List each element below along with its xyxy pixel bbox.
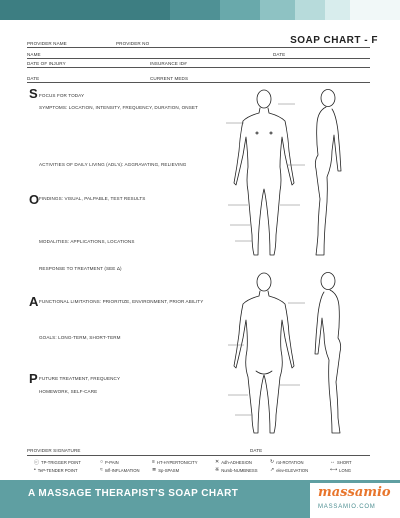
response-label: RESPONSE TO TREATMENT (SEE Δ) bbox=[39, 266, 122, 271]
signature-date-label: DATE bbox=[250, 448, 263, 453]
name-label: NAME bbox=[27, 52, 41, 57]
legend-item bbox=[100, 459, 119, 465]
date2-label: DATE bbox=[27, 76, 40, 81]
footer-banner bbox=[0, 480, 400, 518]
provider-name-label: PROVIDER NAME bbox=[27, 41, 67, 46]
body-diagram bbox=[200, 85, 380, 435]
section-s-letter: S bbox=[29, 86, 38, 101]
focus-label: FOCUS FOR TODAY bbox=[39, 93, 85, 98]
section-a-letter: A bbox=[29, 294, 39, 309]
tender-point-icon: • bbox=[34, 467, 36, 473]
brand-site: MASSAMIO.COM bbox=[318, 504, 376, 510]
back-side-body-figure bbox=[315, 273, 341, 434]
top-bar-segment bbox=[325, 0, 350, 20]
legend-item bbox=[34, 459, 81, 466]
legend-label: Numb-NUMBNESS bbox=[221, 467, 258, 473]
numbness-icon: ※ bbox=[215, 467, 220, 473]
legend-item bbox=[215, 467, 258, 473]
symptoms-label: SYMPTOMS: LOCATION, INTENSITY, FREQUENCY, DURATION, ONSET bbox=[39, 105, 198, 110]
current-meds-label: CURRENT MEDS bbox=[150, 76, 189, 81]
date-label: DATE bbox=[273, 52, 286, 57]
side-body-figure bbox=[315, 90, 341, 256]
legend-label: Adh-ADHESION bbox=[221, 459, 252, 465]
top-bar-segment bbox=[220, 0, 260, 20]
legend-label: Infl-INFLAMATION bbox=[104, 467, 140, 473]
legend-label: P-PAIN bbox=[105, 459, 119, 465]
provider-no-label: PROVIDER NO bbox=[116, 41, 150, 46]
meds-line[interactable] bbox=[27, 82, 370, 83]
legend-item bbox=[100, 467, 140, 473]
legend-item bbox=[152, 459, 197, 465]
signature-line[interactable] bbox=[27, 455, 370, 456]
legend-label: LONG bbox=[339, 467, 352, 473]
name-line[interactable] bbox=[27, 58, 370, 59]
front-body-figure bbox=[234, 90, 294, 255]
future-label: FUTURE TREATMENT, FREQUENCY bbox=[39, 376, 121, 381]
spasm-icon: ≣ bbox=[152, 467, 157, 473]
legend-label: TP-TRIGGER POINT bbox=[41, 460, 81, 465]
top-bar-segment bbox=[170, 0, 220, 20]
functional-label: FUNCTIONAL LIMITATIONS: PRIORITIZE, ENVIRONMENT, PRIOR ABILITY bbox=[39, 299, 204, 304]
injury-line[interactable] bbox=[27, 67, 370, 68]
rotation-icon: ↻ bbox=[270, 459, 275, 465]
legend-item bbox=[34, 467, 78, 473]
top-bar-segment bbox=[350, 0, 400, 20]
legend-label: TeP-TENDER POINT bbox=[37, 467, 78, 473]
legend-item bbox=[215, 459, 252, 465]
legend-label: SHORT bbox=[337, 459, 352, 465]
top-bar-segment bbox=[260, 0, 295, 20]
brand-name: massamio bbox=[318, 485, 391, 500]
hypertonicity-icon: ≡ bbox=[152, 459, 155, 465]
legend-item bbox=[152, 467, 179, 473]
footer-title: A MASSAGE THERAPIST'S SOAP CHART bbox=[28, 488, 239, 499]
legend-label: rot-ROTATION bbox=[276, 459, 304, 465]
adl-label: ACTIVITIES OF DAILY LIVING (ADL's): AGGRAVATING, RELIEVING bbox=[39, 162, 187, 167]
modalities-label: MODALITIES: APPLICATIONS, LOCATIONS bbox=[39, 239, 135, 244]
legend-label: elev-ELEVATION bbox=[276, 467, 309, 473]
legend-label: Sp-SPASM bbox=[158, 467, 180, 473]
page-title: SOAP CHART - F bbox=[290, 35, 378, 46]
inflammation-icon: ≈ bbox=[100, 467, 103, 473]
section-p-letter: P bbox=[29, 371, 38, 386]
brand-logo[interactable] bbox=[310, 483, 400, 518]
trigger-point-icon: ⓒ bbox=[34, 460, 40, 466]
legend-item bbox=[330, 467, 351, 473]
pain-icon: ○ bbox=[100, 459, 104, 465]
provider-signature-label: PROVIDER SIGNATURE bbox=[27, 448, 81, 453]
homework-label: HOMEWORK, SELF-CARE bbox=[39, 389, 98, 394]
top-color-bar bbox=[0, 0, 400, 20]
top-bar-segment bbox=[0, 0, 170, 20]
date-of-injury-label: DATE OF INJURY bbox=[27, 61, 66, 66]
adhesion-icon: ✕ bbox=[215, 459, 220, 465]
legend-item bbox=[270, 459, 304, 465]
legend-item bbox=[270, 467, 308, 473]
findings-label: FINDINGS: VISUAL, PALPABLE, TEST RESULTS bbox=[39, 196, 146, 201]
long-icon: ⟷ bbox=[330, 467, 338, 473]
legend-item bbox=[330, 459, 352, 465]
insurance-id-label: INSURANCE ID# bbox=[150, 61, 187, 66]
provider-line[interactable] bbox=[27, 47, 370, 48]
legend-label: HT-HYPERTONICITY bbox=[156, 459, 198, 465]
top-bar-segment bbox=[295, 0, 325, 20]
back-body-figure bbox=[234, 273, 294, 433]
elevation-icon: ↗ bbox=[270, 467, 275, 473]
section-o-letter: O bbox=[29, 192, 40, 207]
goals-label: GOALS: LONG-TERM, SHORT-TERM bbox=[39, 335, 121, 340]
short-icon: ↔ bbox=[330, 459, 335, 465]
